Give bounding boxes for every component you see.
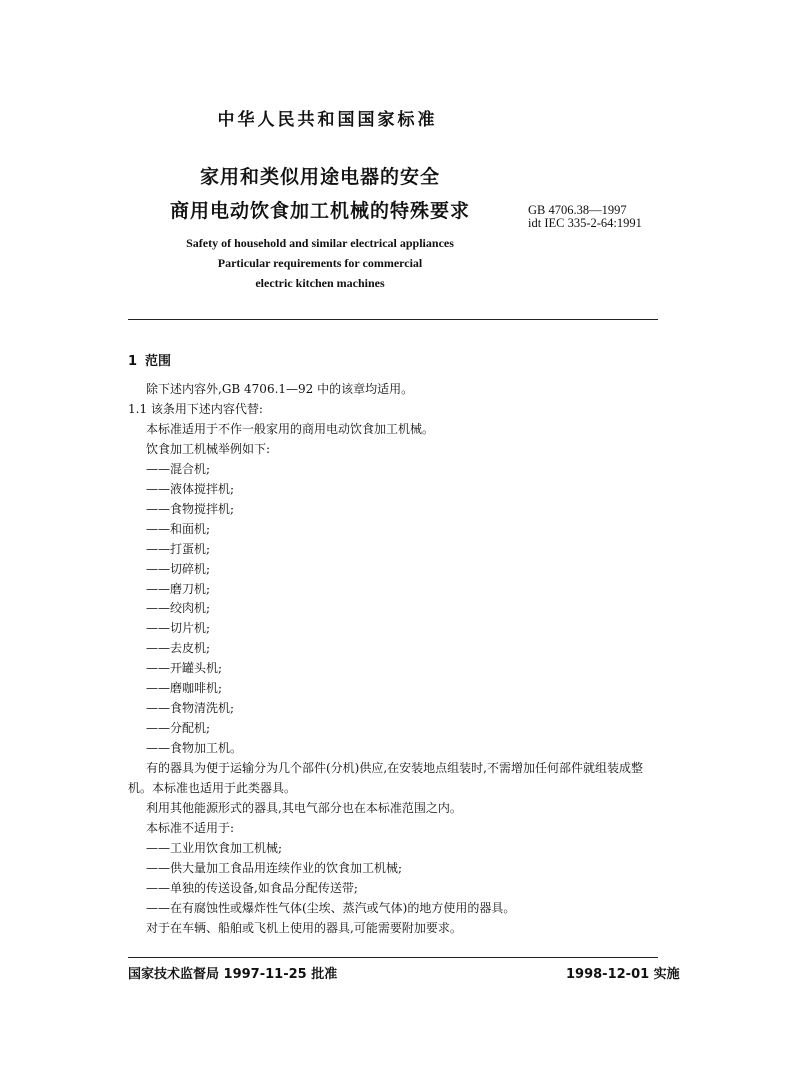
list-item: ——在有腐蚀性或爆炸性气体(尘埃、蒸汽或气体)的地方使用的器具。 — [146, 900, 516, 915]
list-item: ——开罐头机; — [146, 661, 223, 676]
chinese-title-line-2: 商用电动饮食加工机械的特殊要求 — [169, 200, 470, 222]
english-title-line-3: electric kitchen machines — [255, 276, 385, 290]
list-item: ——和面机; — [146, 521, 211, 536]
section-number: 1 — [128, 354, 138, 369]
english-title-line-2: Particular requirements for commercial — [217, 256, 423, 270]
paragraph: 除下述内容外,GB 4706.1—92 中的该章均适用。 — [146, 382, 414, 396]
list-item: ——食物搅拌机; — [146, 501, 235, 516]
list-item: ——供大量加工食品用连续作业的饮食加工机械; — [146, 860, 403, 875]
section-heading — [128, 350, 171, 369]
english-title-line-1: Safety of household and similar electrical appliances — [186, 236, 454, 250]
paragraph: 本标准不适用于: — [146, 820, 235, 835]
list-item: ——混合机; — [146, 461, 211, 476]
header-divider — [128, 319, 658, 320]
standard-code: GB 4706.38—1997 — [528, 203, 627, 217]
list-item: ——切片机; — [146, 621, 211, 636]
approval-date: 国家技术监督局 1997-11-25 批准 — [128, 967, 338, 982]
list-item: ——切碎机; — [146, 561, 211, 576]
implementation-date: 1998-12-01 实施 — [566, 967, 680, 982]
paragraph-continuation: 机。本标准也适用于此类器具。 — [128, 781, 297, 795]
chinese-title-line-1: 家用和类似用途电器的安全 — [199, 166, 440, 188]
list-item: ——磨咖啡机; — [146, 681, 223, 696]
paragraph: 对于在车辆、船舶或飞机上使用的器具,可能需要附加要求。 — [146, 920, 462, 935]
list-item: ——分配机; — [146, 721, 211, 736]
list-item: ——食物加工机。 — [146, 741, 243, 756]
list-item: ——去皮机; — [146, 641, 211, 656]
standard-header-title: 中华人民共和国国家标准 — [217, 110, 438, 130]
paragraph: 饮食加工机械举例如下: — [146, 441, 271, 456]
section-title: 范围 — [145, 354, 172, 369]
footer-divider — [128, 957, 658, 958]
list-item: ——食物清洗机; — [146, 701, 235, 716]
list-item: ——液体搅拌机; — [146, 481, 235, 496]
paragraph: 利用其他能源形式的器具,其电气部分也在本标准范围之内。 — [146, 800, 462, 815]
list-item: ——磨刀机; — [146, 581, 211, 596]
paragraph: 有的器具为便于运输分为几个部件(分机)供应,在安装地点组装时,不需增加任何部件就组装成整 — [146, 761, 643, 776]
list-item: ——单独的传送设备,如食品分配传送带; — [146, 880, 358, 895]
paragraph: 本标准适用于不作一般家用的商用电动饮食加工机械。 — [146, 421, 435, 436]
standard-equivalence-code: idt IEC 335-2-64:1991 — [528, 216, 642, 230]
list-item: ——打蛋机; — [146, 541, 211, 556]
clause-1-1: 1.1 该条用下述内容代替: — [128, 401, 263, 416]
list-item: ——绞肉机; — [146, 601, 211, 616]
list-item: ——工业用饮食加工机械; — [146, 840, 283, 855]
